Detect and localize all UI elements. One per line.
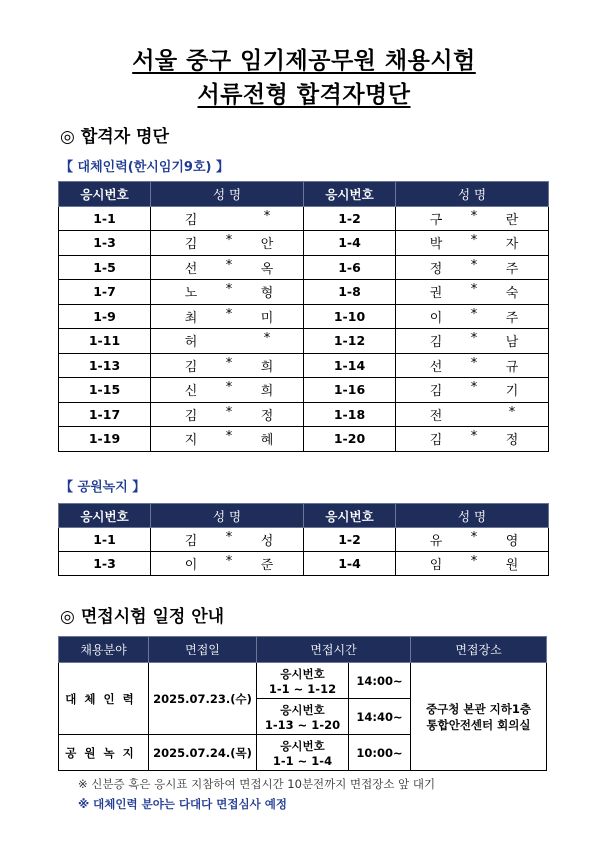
slot-time: 14:00~ <box>349 663 411 699</box>
group-label-parks: 【 공원녹지 】 <box>60 480 146 495</box>
col-header-name: 성 명 <box>396 182 549 207</box>
interview-schedule-table <box>58 636 547 771</box>
name-part: 형 <box>260 286 274 302</box>
name-part: 기 <box>505 384 519 400</box>
name-part: * <box>225 404 233 420</box>
name-part: 혜 <box>260 433 274 449</box>
name-part: * <box>225 530 233 545</box>
name-part: 김 <box>184 212 198 228</box>
name-part: * <box>470 331 478 347</box>
applicant-number: 1-10 <box>304 304 396 329</box>
name-part: 희 <box>260 359 274 375</box>
applicant-number: 1-12 <box>304 329 396 354</box>
slot-time: 14:40~ <box>349 699 411 735</box>
name-part: * <box>508 404 516 420</box>
page-title-line2: 서류전형 합격자명단 <box>197 82 411 108</box>
name-part: 준 <box>260 558 274 573</box>
name-part: * <box>470 306 478 322</box>
applicant-number: 1-6 <box>304 255 396 280</box>
col-header-time: 면접시간 <box>257 637 411 663</box>
applicant-number: 1-18 <box>304 402 396 427</box>
name-part: 정 <box>260 408 274 424</box>
applicant-number: 1-7 <box>59 280 151 305</box>
date-substitute: 2025.07.23.(수) <box>149 663 257 735</box>
slot-range: 응시번호 1-13 ~ 1-20 <box>257 699 349 735</box>
name-part: 노 <box>184 286 198 302</box>
applicant-name <box>396 255 549 280</box>
name-part: 성 <box>260 534 274 549</box>
table-row <box>59 427 549 452</box>
name-part <box>219 331 239 350</box>
name-part: 영 <box>505 534 519 549</box>
table-row <box>59 353 549 378</box>
name-part: 김 <box>184 408 198 424</box>
name-part: 이 <box>184 558 198 573</box>
applicant-name <box>151 427 304 452</box>
name-part: * <box>225 257 233 273</box>
circle-mark-icon: ◎ <box>60 127 75 147</box>
passers-table-substitute <box>58 181 549 452</box>
name-part: 란 <box>505 212 519 228</box>
name-part: 김 <box>429 433 443 449</box>
passers-table-parks <box>58 503 549 576</box>
name-part: * <box>470 429 478 445</box>
name-part: 김 <box>184 237 198 253</box>
table-row <box>59 329 549 354</box>
applicant-number: 1-1 <box>59 528 151 552</box>
name-part: 전 <box>429 408 443 424</box>
col-header-num: 응시번호 <box>59 182 151 207</box>
note-group-interview: ※ 대체인력 분야는 다대다 면접심사 예정 <box>78 797 287 811</box>
applicant-name <box>151 231 304 256</box>
applicant-number: 1-1 <box>59 206 151 231</box>
applicant-number: 1-14 <box>304 353 396 378</box>
name-part: * <box>225 380 233 396</box>
applicant-name <box>151 353 304 378</box>
name-part: * <box>225 306 233 322</box>
name-part: 안 <box>260 237 274 253</box>
col-header-name: 성 명 <box>396 504 549 528</box>
name-part: 정 <box>505 433 519 449</box>
applicant-number: 1-17 <box>59 402 151 427</box>
col-header-name: 성 명 <box>151 504 304 528</box>
field-substitute: 대체인력 <box>59 663 149 735</box>
table-row <box>59 552 549 576</box>
applicant-number: 1-2 <box>304 528 396 552</box>
name-part: * <box>263 208 271 224</box>
name-part: * <box>225 429 233 445</box>
applicant-name <box>151 402 304 427</box>
applicant-number: 1-8 <box>304 280 396 305</box>
name-part <box>219 209 239 228</box>
applicant-number: 1-11 <box>59 329 151 354</box>
applicant-number: 1-3 <box>59 231 151 256</box>
name-part: 김 <box>184 534 198 549</box>
col-header-num: 응시번호 <box>59 504 151 528</box>
name-part: * <box>470 208 478 224</box>
col-header-place: 면접장소 <box>411 637 547 663</box>
name-part: * <box>225 554 233 569</box>
slot-time: 10:00~ <box>349 735 411 771</box>
name-part: * <box>470 257 478 273</box>
applicant-number: 1-16 <box>304 378 396 403</box>
field-parks: 공원녹지 <box>59 735 149 771</box>
applicant-number: 1-13 <box>59 353 151 378</box>
applicant-name <box>151 255 304 280</box>
table-row <box>59 378 549 403</box>
applicant-name <box>396 304 549 329</box>
name-part: * <box>470 554 478 569</box>
applicant-number: 1-5 <box>59 255 151 280</box>
applicant-name <box>396 528 549 552</box>
applicant-number: 1-3 <box>59 552 151 576</box>
col-header-num: 응시번호 <box>304 504 396 528</box>
applicant-number: 1-9 <box>59 304 151 329</box>
applicant-number: 1-2 <box>304 206 396 231</box>
applicant-name <box>151 552 304 576</box>
name-part: 지 <box>184 433 198 449</box>
applicant-name <box>151 329 304 354</box>
name-part: * <box>263 331 271 347</box>
name-part: * <box>470 530 478 545</box>
table-row <box>59 206 549 231</box>
name-part: 임 <box>429 558 443 573</box>
applicant-name <box>396 353 549 378</box>
col-header-date: 면접일 <box>149 637 257 663</box>
applicant-name <box>396 427 549 452</box>
name-part: 허 <box>184 335 198 351</box>
applicant-name <box>396 402 549 427</box>
note-id-required: ※ 신분증 혹은 응시표 지참하여 면접시간 10분전까지 면접장소 앞 대기 <box>78 777 436 791</box>
applicant-number: 1-4 <box>304 552 396 576</box>
slot-range: 응시번호 1-1 ~ 1-4 <box>257 735 349 771</box>
name-part: 주 <box>505 310 519 326</box>
applicant-name <box>151 378 304 403</box>
name-part: * <box>225 355 233 371</box>
name-part: 최 <box>184 310 198 326</box>
applicant-number: 1-20 <box>304 427 396 452</box>
col-header-field: 채용분야 <box>59 637 149 663</box>
name-part: 구 <box>429 212 443 228</box>
name-part <box>464 405 484 424</box>
name-part: * <box>470 282 478 298</box>
table-row <box>59 304 549 329</box>
name-part: 선 <box>429 359 443 375</box>
circle-mark-icon: ◎ <box>60 607 75 627</box>
name-part: 희 <box>260 384 274 400</box>
applicant-number: 1-19 <box>59 427 151 452</box>
applicant-name <box>396 206 549 231</box>
applicant-name <box>396 552 549 576</box>
name-part: 원 <box>505 558 519 573</box>
col-header-name: 성 명 <box>151 182 304 207</box>
name-part: * <box>470 355 478 371</box>
table-row <box>59 528 549 552</box>
applicant-number: 1-15 <box>59 378 151 403</box>
name-part: 주 <box>505 261 519 277</box>
applicant-name <box>151 280 304 305</box>
name-part: 김 <box>429 384 443 400</box>
col-header-num: 응시번호 <box>304 182 396 207</box>
name-part: 옥 <box>260 261 274 277</box>
name-part: 김 <box>184 359 198 375</box>
table-row <box>59 280 549 305</box>
table-row <box>59 231 549 256</box>
name-part: 정 <box>429 261 443 277</box>
name-part: 숙 <box>505 286 519 302</box>
name-part: 신 <box>184 384 198 400</box>
slot-range: 응시번호 1-1 ~ 1-12 <box>257 663 349 699</box>
name-part: 김 <box>429 335 443 351</box>
group-label-substitute: 【 대체인력(한시임기9호) 】 <box>60 160 230 175</box>
name-part: 유 <box>429 534 443 549</box>
table-row <box>59 402 549 427</box>
applicant-name <box>151 304 304 329</box>
name-part: * <box>470 233 478 249</box>
name-part: 자 <box>505 237 519 253</box>
applicant-number: 1-4 <box>304 231 396 256</box>
section-interview: ◎ 면접시험 일정 안내 <box>60 607 225 627</box>
name-part: 이 <box>429 310 443 326</box>
interview-place: 중구청 본관 지하1층 통합안전센터 회의실 <box>411 663 547 771</box>
applicant-name <box>396 378 549 403</box>
name-part: * <box>225 282 233 298</box>
name-part: * <box>225 233 233 249</box>
date-parks: 2025.07.24.(목) <box>149 735 257 771</box>
name-part: 박 <box>429 237 443 253</box>
applicant-name <box>151 528 304 552</box>
section-passers: ◎ 합격자 명단 <box>60 127 169 147</box>
name-part: 규 <box>505 359 519 375</box>
table-row <box>59 255 549 280</box>
applicant-name <box>151 206 304 231</box>
name-part: 권 <box>429 286 443 302</box>
applicant-name <box>396 280 549 305</box>
name-part: 미 <box>260 310 274 326</box>
applicant-name <box>396 329 549 354</box>
name-part: 선 <box>184 261 198 277</box>
name-part: 남 <box>505 335 519 351</box>
name-part: * <box>470 380 478 396</box>
applicant-name <box>396 231 549 256</box>
page-title-line1: 서울 중구 임기제공무원 채용시험 <box>132 48 476 74</box>
